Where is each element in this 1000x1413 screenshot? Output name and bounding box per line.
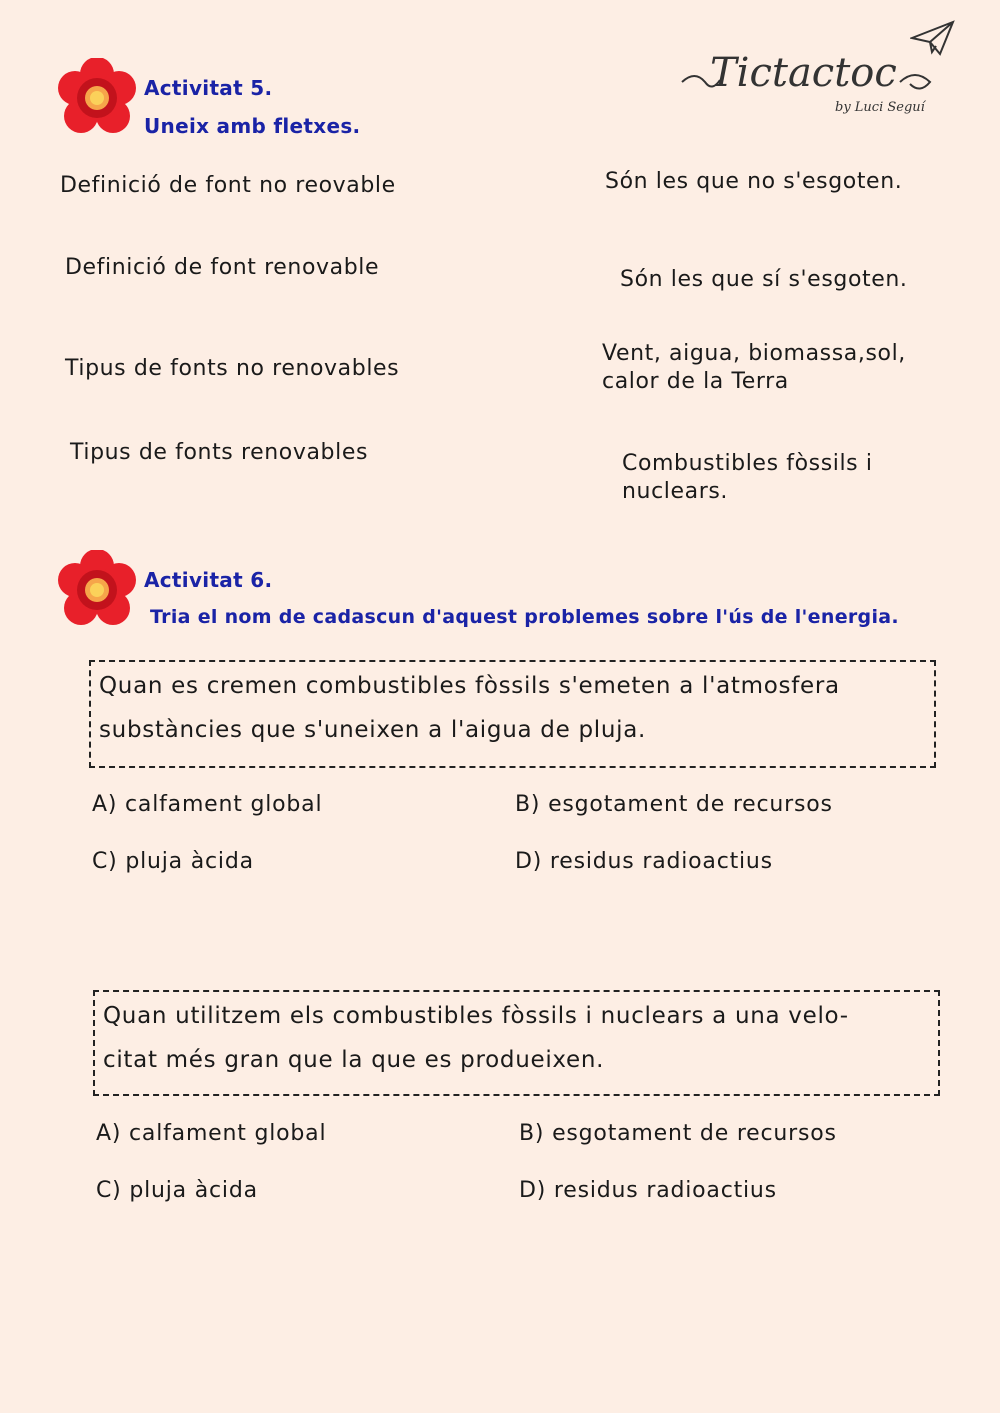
- question-2-option-a[interactable]: A) calfament global: [96, 1121, 327, 1146]
- question-2-option-d[interactable]: D) residus radioactius: [519, 1178, 777, 1203]
- question-2-box: [93, 990, 940, 1096]
- match-right-2[interactable]: Són les que sí s'esgoten.: [620, 267, 908, 292]
- match-left-3[interactable]: Tipus de fonts no renovables: [65, 356, 400, 381]
- match-left-1[interactable]: Definició de font no reovable: [60, 173, 396, 198]
- match-right-4-line1: Combustibles fòssils i: [622, 451, 873, 476]
- flower-icon: [57, 58, 137, 138]
- question-2-option-b[interactable]: B) esgotament de recursos: [519, 1121, 837, 1146]
- match-right-4[interactable]: [622, 450, 873, 506]
- activity6-title: Activitat 6.: [144, 568, 273, 592]
- brand-logo: [680, 20, 960, 130]
- paper-plane-icon: [910, 20, 955, 58]
- activity6-instruction: Tria el nom de cadascun d'aquest problemes sobre l'ús de l'energia.: [150, 606, 899, 628]
- brand-byline: by Luci Seguí: [835, 100, 925, 115]
- question-1-line2: substàncies que s'uneixen a l'aigua de pluja.: [99, 717, 647, 743]
- question-1-option-a[interactable]: A) calfament global: [92, 792, 323, 817]
- match-right-4-line2: nuclears.: [622, 479, 729, 504]
- question-1-box: [89, 660, 936, 768]
- question-1-option-c[interactable]: C) pluja àcida: [92, 849, 254, 874]
- match-right-3-line2: calor de la Terra: [602, 369, 789, 394]
- activity5-title: Activitat 5.: [144, 76, 273, 100]
- question-2-line1: Quan utilitzem els combustibles fòssils i nuclears a una velo-: [103, 1003, 849, 1029]
- activity5-instruction: Uneix amb fletxes.: [144, 114, 361, 138]
- match-right-3-line1: Vent, aigua, biomassa,sol,: [602, 341, 906, 366]
- match-left-4[interactable]: Tipus de fonts renovables: [70, 440, 369, 465]
- match-left-2[interactable]: Definició de font renovable: [65, 255, 380, 280]
- question-1-option-d[interactable]: D) residus radioactius: [515, 849, 773, 874]
- question-1-option-b[interactable]: B) esgotament de recursos: [515, 792, 833, 817]
- question-2-option-c[interactable]: C) pluja àcida: [96, 1178, 258, 1203]
- brand-name: Tictactoc: [710, 50, 897, 96]
- match-right-3[interactable]: [602, 340, 906, 396]
- question-1-line1: Quan es cremen combustibles fòssils s'emeten a l'atmosfera: [99, 673, 840, 699]
- flower-icon: [57, 550, 137, 630]
- question-2-line2: citat més gran que la que es produeixen.: [103, 1047, 605, 1073]
- match-right-1[interactable]: Són les que no s'esgoten.: [605, 169, 903, 194]
